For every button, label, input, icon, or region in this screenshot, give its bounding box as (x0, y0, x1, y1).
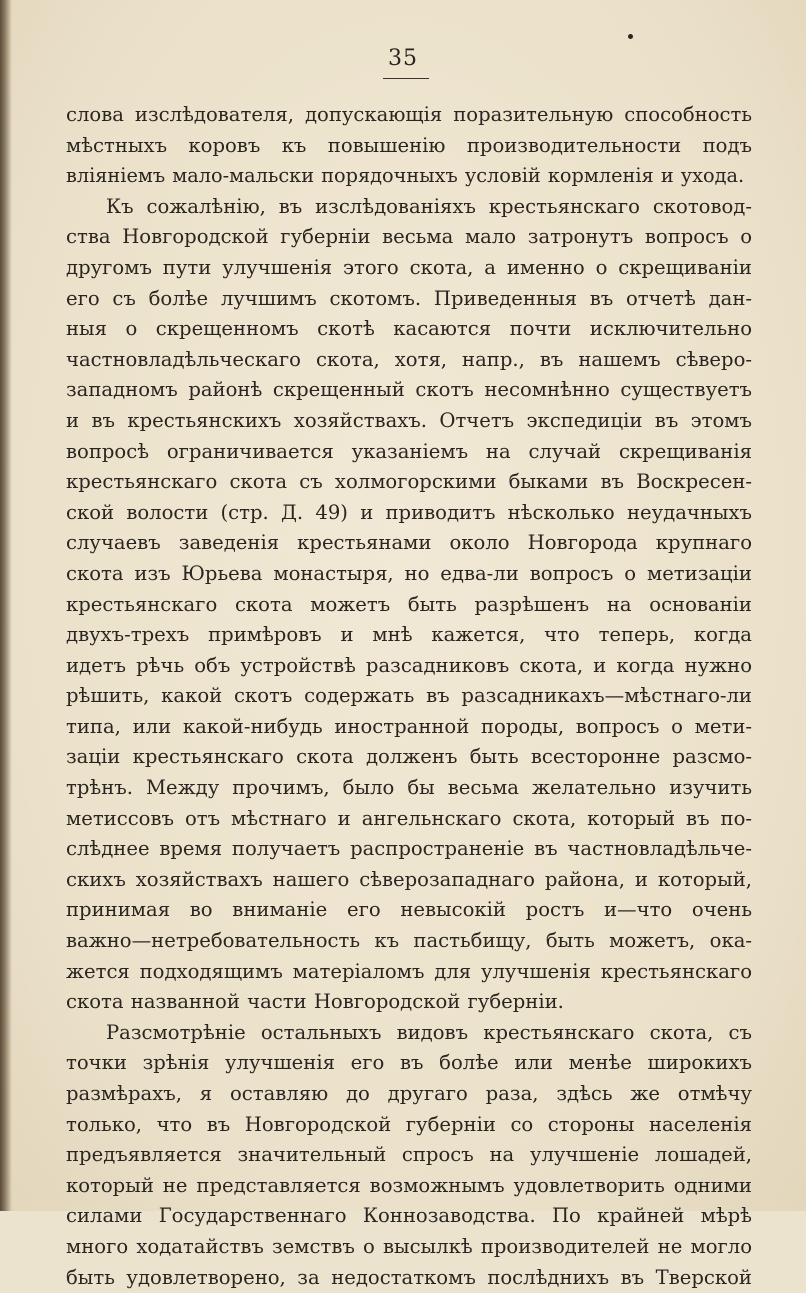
text-line: размѣрахъ, я оставляю до другаго раза, здѣсь же отмѣчу (66, 1082, 752, 1105)
text-line: много ходатайствъ земствъ о высылкѣ производителей не могло (66, 1234, 752, 1258)
text-line: частновладѣльческаго скота, хотя, напр., въ нашемъ сѣверо- (66, 347, 752, 371)
text-line: случаевъ заведенія крестьянами около Новгорода крупнаго (66, 531, 752, 555)
text-line: скихъ хозяйствахъ нашего сѣверозападнаго района, и который, (66, 867, 752, 891)
text-line: слова изслѣдователя, допускающія поразительную способность (66, 103, 752, 126)
text-line: важно—нетребовательность къ пастьбищу, быть можетъ, ока- (66, 929, 752, 953)
text-line: Разсмотрѣніе остальныхъ видовъ крестьянскаго скота, съ (106, 1020, 752, 1044)
text-line: скота изъ Юрьева монастыря, но едва-ли вопросъ о метизаціи (66, 561, 752, 585)
text-line: слѣднее время получаетъ распространеніе въ частновладѣльче- (66, 837, 752, 861)
text-line: Къ сожалѣнію, въ изслѣдованіяхъ крестьянскаго скотовод- (106, 194, 752, 218)
text-line: который не представляется возможнымъ удовлетворить одними (66, 1173, 752, 1197)
text-line: ства Новгородской губерніи весьма мало затронутъ вопросъ о (66, 225, 752, 249)
text-line: трѣнъ. Между прочимъ, было бы весьма желательно изучить (66, 776, 752, 800)
text-line: принимая во вниманіе его невысокій ростъ и—что очень (66, 898, 752, 922)
text-line: двухъ-трехъ примѣровъ и мнѣ кажется, что теперь, когда (66, 623, 752, 647)
text-line: точки зрѣнія улучшенія его въ болѣе или менѣе широкихъ (66, 1051, 752, 1075)
text-line: ныя о скрещенномъ скотѣ касаются почти исключительно (66, 317, 752, 341)
text-line: заціи крестьянскаго скота долженъ быть всесторонне разсмо- (66, 745, 752, 769)
text-line: жется подходящимъ матеріаломъ для улучшенія крестьянскаго (66, 959, 752, 983)
text-line: мѣстныхъ коровъ къ повышенію производительности подъ (66, 133, 752, 157)
text-line: предъявляется значительный спросъ на улучшеніе лошадей, (66, 1143, 752, 1167)
text-line: другомъ пути улучшенія этого скота, а именно о скрещиваніи (66, 255, 752, 279)
body-text (66, 100, 752, 1293)
text-line: ской волости (стр. Д. 49) и приводитъ нѣсколько неудачныхъ (66, 500, 752, 524)
text-line: вопросѣ ограничивается указаніемъ на случай скрещиванія (66, 439, 752, 463)
page-number: 35 (388, 46, 418, 71)
text-line: крестьянскаго скота можетъ быть разрѣшенъ на основаніи (66, 592, 752, 616)
text-line: скота названной части Новгородской губерніи. (66, 990, 564, 1014)
text-line: западномъ районѣ скрещенный скотъ несомнѣнно существуетъ (66, 378, 752, 402)
page-binding-edge (0, 0, 12, 1211)
text-line: вліяніемъ мало-мальски порядочныхъ условій кормленія и ухода. (66, 164, 745, 188)
text-line: его съ болѣе лучшимъ скотомъ. Приведенныя въ отчетѣ дан- (66, 286, 752, 310)
text-line: силами Государственнаго Коннозаводства. По крайней мѣрѣ (66, 1204, 752, 1228)
text-line: быть удовлетворено, за недостаткомъ послѣднихъ въ Тверской (66, 1265, 752, 1289)
text-line: типа, или какой-нибудь иностранной породы, вопросъ о мети- (66, 714, 752, 738)
page-number-rule (383, 78, 429, 79)
text-line: идетъ рѣчь объ устройствѣ разсадниковъ скота, и когда нужно (66, 653, 752, 677)
text-line: только, что въ Новгородской губерніи со стороны населенія (66, 1112, 752, 1136)
text-line: рѣшить, какой скотъ содержать въ разсадникахъ—мѣстнаго-ли (66, 684, 752, 708)
text-line: метиссовъ отъ мѣстнаго и ангельнскаго скота, который въ по- (66, 806, 752, 830)
text-line: крестьянскаго скота съ холмогорскими быками въ Воскресен- (66, 470, 752, 494)
text-line: и въ крестьянскихъ хозяйствахъ. Отчетъ экспедиціи въ этомъ (66, 408, 752, 432)
ink-speck (628, 34, 633, 39)
